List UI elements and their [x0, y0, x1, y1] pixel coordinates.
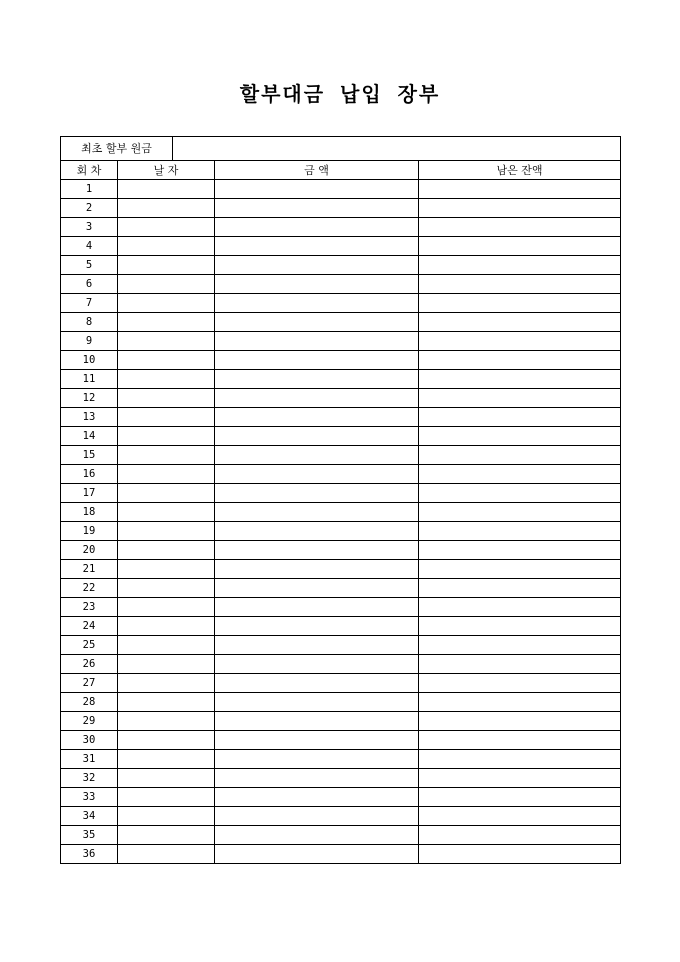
amount-cell[interactable] — [215, 389, 419, 408]
date-cell[interactable] — [118, 427, 215, 446]
date-cell[interactable] — [118, 389, 215, 408]
installment-ledger-table — [60, 136, 621, 864]
round-number-cell: 15 — [61, 446, 118, 465]
amount-cell[interactable] — [215, 788, 419, 807]
round-number-cell: 31 — [61, 750, 118, 769]
table-row — [61, 636, 621, 655]
remaining-balance-cell[interactable] — [419, 484, 621, 503]
remaining-balance-cell[interactable] — [419, 617, 621, 636]
table-row — [61, 845, 621, 864]
amount-cell[interactable] — [215, 218, 419, 237]
amount-cell[interactable] — [215, 294, 419, 313]
table-row — [61, 256, 621, 275]
amount-cell[interactable] — [215, 807, 419, 826]
round-number-cell: 23 — [61, 598, 118, 617]
amount-cell[interactable] — [215, 313, 419, 332]
date-cell[interactable] — [118, 788, 215, 807]
round-number-cell: 30 — [61, 731, 118, 750]
table-row — [61, 218, 621, 237]
round-number-cell: 10 — [61, 351, 118, 370]
date-cell[interactable] — [118, 503, 215, 522]
amount-cell[interactable] — [215, 351, 419, 370]
date-cell[interactable] — [118, 218, 215, 237]
amount-cell[interactable] — [215, 579, 419, 598]
table-row — [61, 351, 621, 370]
remaining-balance-cell[interactable] — [419, 750, 621, 769]
round-number-cell: 25 — [61, 636, 118, 655]
remaining-balance-cell[interactable] — [419, 256, 621, 275]
date-cell[interactable] — [118, 408, 215, 427]
amount-cell[interactable] — [215, 541, 419, 560]
table-row — [61, 788, 621, 807]
remaining-balance-cell[interactable] — [419, 579, 621, 598]
remaining-balance-cell[interactable] — [419, 408, 621, 427]
principal-row — [61, 137, 621, 161]
amount-cell[interactable] — [215, 237, 419, 256]
amount-cell[interactable] — [215, 598, 419, 617]
remaining-balance-cell[interactable] — [419, 503, 621, 522]
round-number-cell: 8 — [61, 313, 118, 332]
date-cell[interactable] — [118, 617, 215, 636]
table-row — [61, 199, 621, 218]
amount-cell[interactable] — [215, 256, 419, 275]
amount-cell[interactable] — [215, 655, 419, 674]
table-row — [61, 617, 621, 636]
remaining-balance-cell[interactable] — [419, 446, 621, 465]
date-cell[interactable] — [118, 275, 215, 294]
table-row — [61, 484, 621, 503]
table-row — [61, 807, 621, 826]
amount-cell[interactable] — [215, 560, 419, 579]
table-row — [61, 446, 621, 465]
table-row — [61, 731, 621, 750]
remaining-balance-cell[interactable] — [419, 332, 621, 351]
round-number-cell: 20 — [61, 541, 118, 560]
table-row — [61, 408, 621, 427]
table-row — [61, 541, 621, 560]
round-number-cell: 1 — [61, 180, 118, 199]
date-cell[interactable] — [118, 750, 215, 769]
amount-cell[interactable] — [215, 712, 419, 731]
round-number-cell: 3 — [61, 218, 118, 237]
remaining-balance-cell[interactable] — [419, 351, 621, 370]
date-cell[interactable] — [118, 807, 215, 826]
page-title: 할부대금 납입 장부 — [239, 82, 441, 106]
table-row — [61, 712, 621, 731]
remaining-balance-cell[interactable] — [419, 370, 621, 389]
round-number-cell: 19 — [61, 522, 118, 541]
round-number-cell: 9 — [61, 332, 118, 351]
table-row — [61, 465, 621, 484]
date-cell[interactable] — [118, 598, 215, 617]
amount-cell[interactable] — [215, 826, 419, 845]
column-header-date: 날 자 — [118, 161, 215, 180]
column-header-round: 회 차 — [61, 161, 118, 180]
date-cell[interactable] — [118, 313, 215, 332]
date-cell[interactable] — [118, 237, 215, 256]
remaining-balance-cell[interactable] — [419, 788, 621, 807]
remaining-balance-cell[interactable] — [419, 389, 621, 408]
amount-cell[interactable] — [215, 693, 419, 712]
table-row — [61, 598, 621, 617]
remaining-balance-cell[interactable] — [419, 598, 621, 617]
table-row — [61, 180, 621, 199]
round-number-cell: 35 — [61, 826, 118, 845]
amount-cell[interactable] — [215, 484, 419, 503]
date-cell[interactable] — [118, 256, 215, 275]
date-cell[interactable] — [118, 826, 215, 845]
round-number-cell: 4 — [61, 237, 118, 256]
round-number-cell: 33 — [61, 788, 118, 807]
remaining-balance-cell[interactable] — [419, 522, 621, 541]
remaining-balance-cell[interactable] — [419, 560, 621, 579]
date-cell[interactable] — [118, 731, 215, 750]
amount-cell[interactable] — [215, 427, 419, 446]
round-number-cell: 6 — [61, 275, 118, 294]
remaining-balance-cell[interactable] — [419, 769, 621, 788]
table-row — [61, 560, 621, 579]
round-number-cell: 16 — [61, 465, 118, 484]
round-number-cell: 34 — [61, 807, 118, 826]
round-number-cell: 32 — [61, 769, 118, 788]
amount-cell[interactable] — [215, 617, 419, 636]
remaining-balance-cell[interactable] — [419, 427, 621, 446]
date-cell[interactable] — [118, 180, 215, 199]
round-number-cell: 28 — [61, 693, 118, 712]
round-number-cell: 21 — [61, 560, 118, 579]
date-cell[interactable] — [118, 693, 215, 712]
table-row — [61, 237, 621, 256]
amount-cell[interactable] — [215, 503, 419, 522]
table-row — [61, 579, 621, 598]
date-cell[interactable] — [118, 636, 215, 655]
table-row — [61, 693, 621, 712]
table-row — [61, 370, 621, 389]
table-row — [61, 826, 621, 845]
remaining-balance-cell[interactable] — [419, 731, 621, 750]
remaining-balance-cell[interactable] — [419, 237, 621, 256]
date-cell[interactable] — [118, 541, 215, 560]
remaining-balance-cell[interactable] — [419, 465, 621, 484]
amount-cell[interactable] — [215, 180, 419, 199]
column-header-balance: 남은 잔액 — [419, 161, 621, 180]
amount-cell[interactable] — [215, 845, 419, 864]
amount-cell[interactable] — [215, 275, 419, 294]
round-number-cell: 12 — [61, 389, 118, 408]
remaining-balance-cell[interactable] — [419, 313, 621, 332]
amount-cell[interactable] — [215, 731, 419, 750]
column-header-amount: 금 액 — [215, 161, 419, 180]
table-row — [61, 332, 621, 351]
table-row — [61, 313, 621, 332]
remaining-balance-cell[interactable] — [419, 712, 621, 731]
round-number-cell: 2 — [61, 199, 118, 218]
amount-cell[interactable] — [215, 408, 419, 427]
date-cell[interactable] — [118, 484, 215, 503]
date-cell[interactable] — [118, 351, 215, 370]
remaining-balance-cell[interactable] — [419, 180, 621, 199]
date-cell[interactable] — [118, 332, 215, 351]
date-cell[interactable] — [118, 769, 215, 788]
remaining-balance-cell[interactable] — [419, 541, 621, 560]
remaining-balance-cell[interactable] — [419, 199, 621, 218]
round-number-cell: 11 — [61, 370, 118, 389]
amount-cell[interactable] — [215, 446, 419, 465]
round-number-cell: 18 — [61, 503, 118, 522]
date-cell[interactable] — [118, 465, 215, 484]
remaining-balance-cell[interactable] — [419, 693, 621, 712]
principal-label: 최초 할부 원금 — [61, 137, 173, 161]
table-row — [61, 674, 621, 693]
table-row — [61, 522, 621, 541]
table-row — [61, 294, 621, 313]
amount-cell[interactable] — [215, 370, 419, 389]
table-row — [61, 750, 621, 769]
round-number-cell: 22 — [61, 579, 118, 598]
table-row — [61, 769, 621, 788]
amount-cell[interactable] — [215, 674, 419, 693]
date-cell[interactable] — [118, 294, 215, 313]
date-cell[interactable] — [118, 579, 215, 598]
amount-cell[interactable] — [215, 465, 419, 484]
amount-cell[interactable] — [215, 769, 419, 788]
remaining-balance-cell[interactable] — [419, 655, 621, 674]
remaining-balance-cell[interactable] — [419, 218, 621, 237]
date-cell[interactable] — [118, 845, 215, 864]
date-cell[interactable] — [118, 370, 215, 389]
remaining-balance-cell[interactable] — [419, 636, 621, 655]
column-header-row — [61, 161, 621, 180]
round-number-cell: 17 — [61, 484, 118, 503]
date-cell[interactable] — [118, 522, 215, 541]
table-row — [61, 427, 621, 446]
remaining-balance-cell[interactable] — [419, 275, 621, 294]
remaining-balance-cell[interactable] — [419, 674, 621, 693]
date-cell[interactable] — [118, 655, 215, 674]
round-number-cell: 27 — [61, 674, 118, 693]
amount-cell[interactable] — [215, 750, 419, 769]
remaining-balance-cell[interactable] — [419, 845, 621, 864]
remaining-balance-cell[interactable] — [419, 826, 621, 845]
remaining-balance-cell[interactable] — [419, 294, 621, 313]
round-number-cell: 7 — [61, 294, 118, 313]
amount-cell[interactable] — [215, 199, 419, 218]
round-number-cell: 26 — [61, 655, 118, 674]
round-number-cell: 5 — [61, 256, 118, 275]
date-cell[interactable] — [118, 712, 215, 731]
round-number-cell: 36 — [61, 845, 118, 864]
round-number-cell: 14 — [61, 427, 118, 446]
date-cell[interactable] — [118, 199, 215, 218]
date-cell[interactable] — [118, 560, 215, 579]
date-cell[interactable] — [118, 674, 215, 693]
round-number-cell: 13 — [61, 408, 118, 427]
round-number-cell: 29 — [61, 712, 118, 731]
amount-cell[interactable] — [215, 636, 419, 655]
round-number-cell: 24 — [61, 617, 118, 636]
table-row — [61, 503, 621, 522]
date-cell[interactable] — [118, 446, 215, 465]
table-row — [61, 389, 621, 408]
table-row — [61, 275, 621, 294]
principal-value-field[interactable] — [173, 137, 621, 161]
remaining-balance-cell[interactable] — [419, 807, 621, 826]
amount-cell[interactable] — [215, 522, 419, 541]
table-row — [61, 655, 621, 674]
amount-cell[interactable] — [215, 332, 419, 351]
